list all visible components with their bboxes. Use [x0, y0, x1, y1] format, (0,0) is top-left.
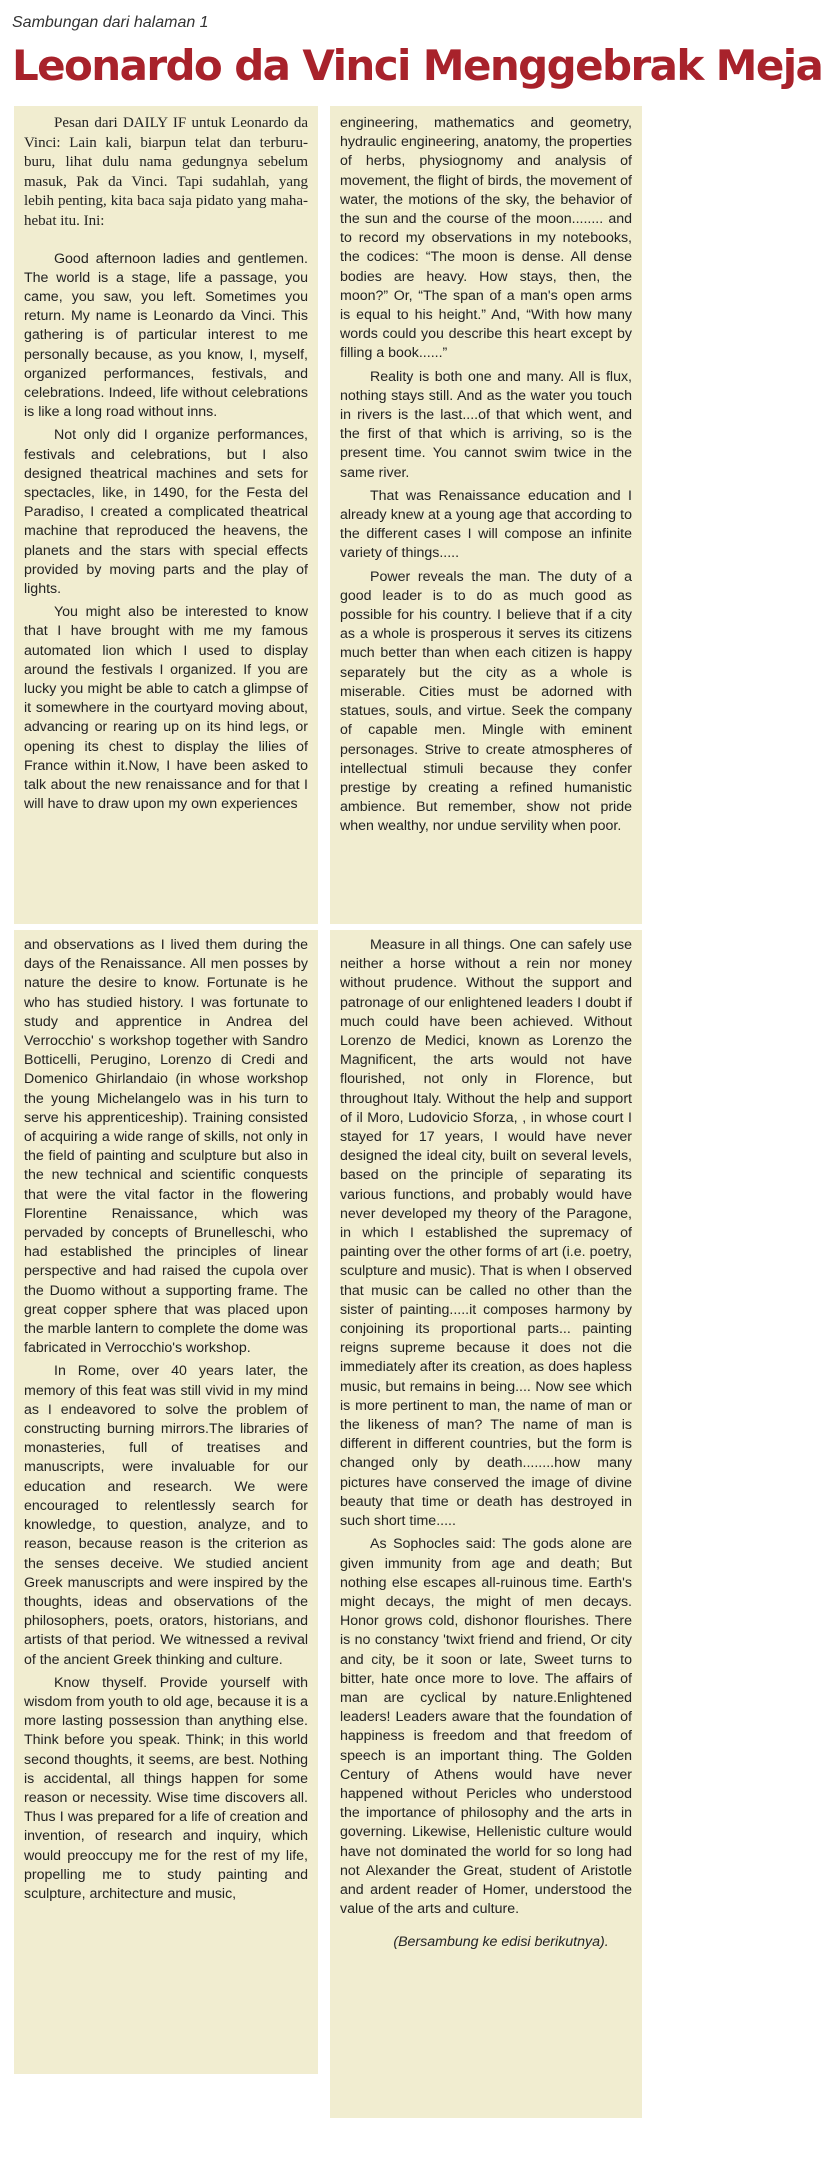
body-paragraph: As Sophocles said: The gods alone are given immunity from age and death; But nothing else escapes all-ruinous time. Earth's might decays, the might of men decays. Honor grows cold, dishonor flourishes. There is no constancy 'twixt friend and friend, Or city and city, be it soon or late, Sweet turns to bitter, hate once more to love. The affairs of man are cyclical by nature.Enlightened leaders! Leaders aware that the foundation of happiness is freedom and that freedom of speech is an important thing. The Golden Century of Athens would have never happened without Pericles who understood the importance of philosophy and the arts in governing. Likewise, Hellenistic culture would have not dominated the world for so long had not Alexander the Great, student of Aristotle and ardent reader of Homer, understood the value of the arts and culture. — [340, 1536, 632, 1918]
body-paragraph: In Rome, over 40 years later, the memory of this feat was still vivid in my mind as I endeavored to solve the problem of constructing burning mirrors.The libraries of monasteries, full of treatises and manuscripts, were invaluable for our education and research. We were encouraged to relentlessly search for knowledge, to question, analyze, and to reason, because reason is the criterion as the senses deceive. We studied ancient Greek manuscripts and were inspired by the thoughts, ideas and observations of the philosophers, poets, orators, historians, and artists of that period. We witnessed a revival of the ancient Greek thinking and culture. — [24, 1363, 308, 1668]
article-column-4 — [330, 930, 642, 2118]
kicker: Sambungan dari halaman 1 — [12, 14, 209, 31]
body-paragraph: Measure in all things. One can safely use neither a horse without a rein nor money without prudence. Without the support and patronage of our enlightened leaders I doubt if much could have been achieved. Without Lorenzo de Medici, known as Lorenzo the Magnificent, the arts would not have flourished, not only in Florence, but throughout Italy. Without the help and support of il Moro, Ludovicio Sforza, , in whose court I stayed for 17 years, I would have never designed the ideal city, built on several levels, based on the principle of separating its various functions, and probably would have never developed my theory of the Paragone, in which I established the supremacy of painting over the other forms of art (i.e. poetry, sculpture and music). That is when I observed that music can be called no other than the sister of painting.....it composes harmony by conjoining its proportional parts... painting reigns supreme because it does not die immediately after its creation, as does hapless music, but remains in being.... Now see which is more pertinent to man, the name of man or the likeness of man? The name of man is different in different countries, but the form is changed only by death........how many pictures have conserved the image of divine beauty that time or death has destroyed in such short time..... — [340, 937, 632, 1530]
body-paragraph: Good afternoon ladies and gentlemen. The world is a stage, life a passage, you came, you saw, you left. Sometimes you return. My name is Leonardo da Vinci. This gathering is of particular interest to me personally because, as you know, I, myself, organized performances, festivals, and celebrations. Indeed, life without celebrations is like a long road without inns. — [24, 250, 308, 421]
body-paragraph: Not only did I organize performances, festivals and celebrations, but I also designed theatrical machines and sets for spectacles, like, in 1490, for the Festa del Paradiso, I created a complicated theatrical machine that reproduced the heavens, the planets and the stars with special effects provided by moving parts and the play of lights. — [24, 427, 308, 598]
article-column-2 — [14, 930, 318, 2074]
body-paragraph: and observations as I lived them during the days of the Renaissance. All men posses by nature the desire to know. Fortunate is he who has studied history. I was fortunate to study and apprentice in Andrea del Verrocchio' s workshop together with Sandro Botticelli, Perugino, Lorenzo di Credi and Domenico Ghirlandaio (in whose workshop the young Michelangelo was in his turn to serve his apprenticeship). Training consisted of acquiring a wide range of skills, not only in the field of painting and sculpture but also in the new technical and scientific conquests that were the vital factor in the flowering Florentine Renaissance, which was pervaded by concepts of Brunelleschi, who had established the principles of linear perspective and had raised the cupola over the Duomo without a supporting frame. The great copper sphere that was placed upon the marble lantern to complete the dome was fabricated in Verrocchio's workshop. — [24, 937, 308, 1357]
body-paragraph: Power reveals the man. The duty of a good leader is to do as much good as possible for his country. I believe that if a city as a whole is prosperous it serves its citizens much better than when each citizen is happy separately but the city as a whole is miserable. Cities must be adorned with statues, souls, and virtue. Seek the company of capable men. Mingle with eminent personages. Strive to create atmospheres of intellectual stimuli because they confer prestige by creating a refined humanistic ambience. But remember, show not pride when wealthy, nor undue servility when poor. — [340, 568, 632, 835]
body-paragraph: You might also be interested to know that I have brought with me my famous automated lion which I used to display around the festivals I organized. If you are lucky you might be able to catch a glimpse of it somewhere in the courtyard moving about, advancing or rearing up on its hind legs, or opening its chest to display the lilies of France within it.Now, I have been asked to talk about the new renaissance and for that I will have to draw upon my own experiences — [24, 604, 308, 813]
body-paragraph: That was Renaissance education and I already knew at a young age that according to the different cases I will compose an infinite variety of things..... — [340, 487, 632, 562]
body-paragraph: Know thyself. Provide yourself with wisdom from youth to old age, because it is a more lasting possession than anything else. Think before you speak. Think; in this world second thoughts, it seems, are best. Nothing is accidental, all things happen for some reason or necessity. Wise time discovers all. Thus I was prepared for a life of creation and invention, of research and inquiry, which would preoccupy me for the rest of my life, propelling me to study painting and sculpture, architecture and music, — [24, 1674, 308, 1902]
body-paragraph: engineering, mathematics and geometry, hydraulic engineering, anatomy, the properties of herbs, physiognomy and analysis of movement, the flight of birds, the movement of water, the motions of the sky, the behavior of the sun and the course of the moon........ and to record my observations in my notebooks, the codices: “The moon is dense. All dense bodies are heavy. How stays, then, the moon?” Or, “The span of a man's open arms is equal to his height.” And, “With how many words could you describe this heart except by filling a book......” — [340, 115, 632, 362]
article-column-1 — [14, 106, 318, 924]
headline: Leonardo da Vinci Menggebrak Meja — [12, 41, 822, 90]
continued-note: (Bersambung ke edisi berikutnya). — [393, 1934, 609, 1951]
intro-paragraph: Pesan dari DAILY IF untuk Leonardo da Vinci: Lain kali, biarpun telat dan terburu-buru, lihat dulu nama gedungnya sebelum masuk, Pak da Vinci. Tapi sudahlah, yang lebih penting, kita baca saja pidato yang maha-hebat itu. Ini: — [24, 115, 308, 229]
article-column-3 — [330, 106, 642, 924]
body-paragraph: Reality is both one and many. All is flux, nothing stays still. And as the water you touch in rivers is the last....of that which went, and the first of that which is arriving, so is the present time. You cannot swim twice in the same river. — [340, 368, 632, 481]
